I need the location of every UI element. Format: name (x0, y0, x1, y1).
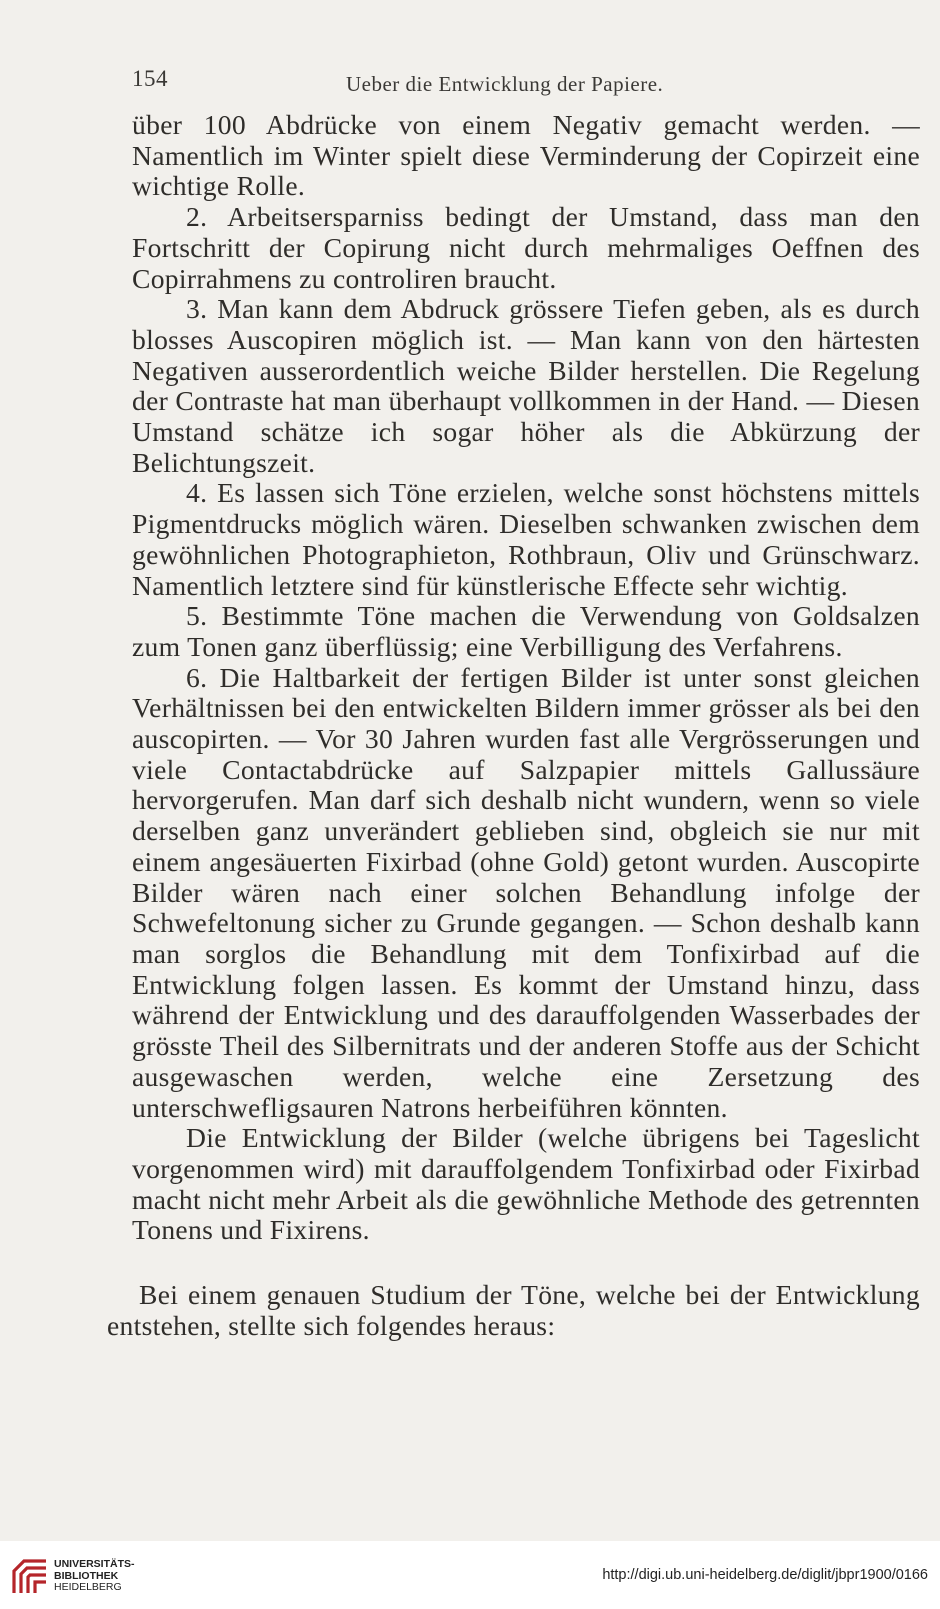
paragraph: Bei einem genauen Studium der Töne, welche bei der Entwicklung entstehen, stellte sich folgendes heraus: (107, 1279, 920, 1341)
paragraph: 6. Die Haltbarkeit der fertigen Bilder ist unter sonst gleichen Verhältnissen bei den entwickelten Bildern immer grösser als bei den auscopirten. — Vor 30 Jahren wurden fast alle Vergrösserungen und viele Contactabdrücke auf Salzpapier mittels Gallussäure hervorgerufen. Man darf sich deshalb nicht wundern, wenn so viele derselben ganz unverändert geblieben sind, obgleich sie nur mit einem angesäuerten Fixirbad (ohne Gold) getont wurden. Auscopirte Bilder wären nach einer solchen Behandlung infolge der Schwefeltonung sicher zu Grunde gegangen. — Schon deshalb kann man sorglos die Behandlung mit dem Tonfixirbad auf die Entwicklung folgen lassen. Es kommt der Umstand hinzu, dass während der Entwicklung und des darauffolgenden Wasserbades der grösste Theil des Silbernitrats und der anderen Stoffe aus der Schicht ausgewaschen werden, welche eine Zersetzung des unterschwefligsauren Natrons herbeiführen könnten. (132, 661, 920, 1123)
paragraph: 2. Arbeitsersparniss bedingt der Umstand, dass man den Fortschritt der Copirung nicht durch mehrmaliges Oeffnen des Copirrahmens zu controliren braucht. (132, 201, 920, 294)
library-name (54, 1559, 135, 1594)
body-text (107, 109, 920, 1341)
footer-bar (0, 1541, 940, 1609)
paragraph: 4. Es lassen sich Töne erzielen, welche sonst höchstens mittels Pigmentdrucks möglich wären. Dieselben schwanken zwischen dem gewöhnlichen Photographieton, Rothbraun, Oliv und Grünschwarz. Namentlich letztere sind für künstlerische Effecte sehr wichtig. (132, 477, 920, 601)
university-library-logo-icon (10, 1557, 50, 1597)
library-name-line: HEIDELBERG (54, 1581, 122, 1593)
running-title: Ueber die Entwicklung der Papiere. (346, 72, 664, 96)
paragraph: 5. Bestimmte Töne machen die Verwendung von Goldsalzen zum Tonen ganz überflüssig; eine Verbilligung des Verfahrens. (132, 600, 920, 662)
library-name-line: UNIVERSITÄTS- (54, 1558, 135, 1570)
paragraph: Die Entwicklung der Bilder (welche übrigens bei Tageslicht vorgenommen wird) mit darauffolgendem Tonfixirbad oder Fixirbad macht nicht mehr Arbeit als die gewöhnliche Methode des getrennten Tonens und Fixirens. (132, 1122, 920, 1246)
source-url-link[interactable]: http://digi.ub.uni-heidelberg.de/diglit/jbpr1900/0166 (602, 1567, 928, 1583)
paragraph: 3. Man kann dem Abdruck grössere Tiefen geben, als es durch blosses Auscopiren möglich ist. — Man kann von den härtesten Negativen ausserordentlich weiche Bilder herstellen. Die Regelung der Contraste hat man überhaupt vollkommen in der Hand. — Diesen Umstand schätze ich sogar höher als die Abkürzung der Belichtungszeit. (132, 293, 920, 478)
paragraph: über 100 Abdrücke von einem Negativ gemacht werden. — Namentlich im Winter spielt diese Verminderung der Copirzeit eine wichtige Rolle. (132, 109, 920, 202)
page-number: 154 (132, 66, 168, 91)
library-name-line: BIBLIOTHEK (54, 1569, 119, 1582)
